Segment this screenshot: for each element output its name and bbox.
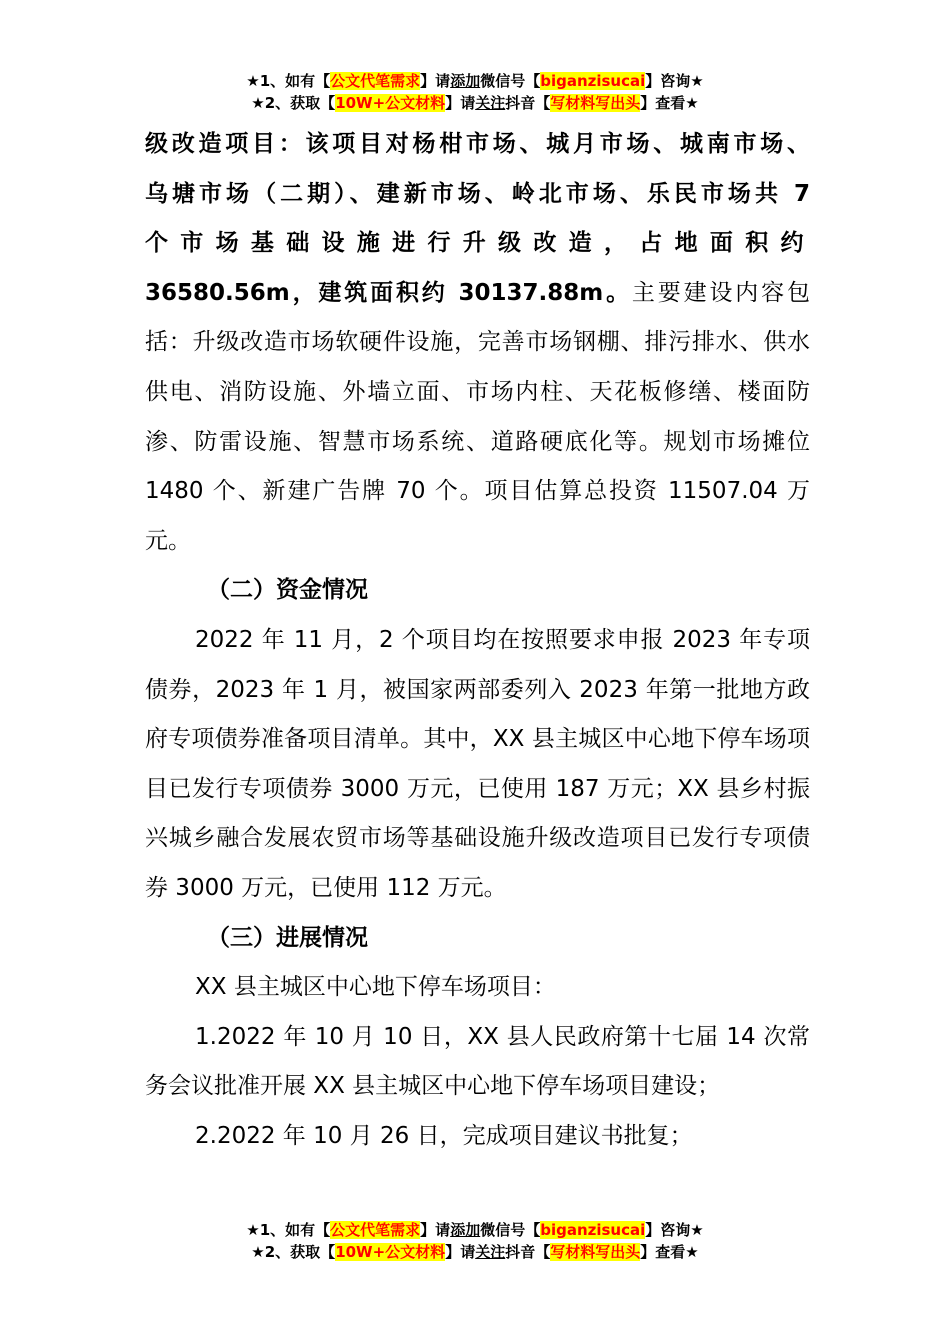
heading-funding: （二）资金情况	[207, 577, 368, 604]
banner-line-1: ★1、如有【公文代笔需求】请添加微信号【biganzisucai】咨询★	[246, 1221, 704, 1239]
highlight-wechat-id: biganzisucai	[540, 72, 646, 90]
paragraph-progress-item-1: 1.2022 年 10 月 10 日，XX 县人民政府第十七届 14 次常务会议批准开展 XX 县主城区中心地下停车场项目建设；	[145, 1023, 810, 1100]
highlight-writing-service: 公文代笔需求	[330, 72, 421, 90]
bottom-banner	[0, 1219, 950, 1263]
highlight-materials: 10W+公文材料	[335, 1243, 446, 1261]
banner-line-2: ★2、获取【10W+公文材料】请关注抖音【写材料写出头】查看★	[251, 1243, 699, 1261]
highlight-writing-service: 公文代笔需求	[330, 1221, 421, 1239]
highlight-douyin-account: 写材料写出头	[550, 1243, 641, 1261]
paragraph-project-summary-bold: 级改造项目：该项目对杨柑市场、城月市场、城南市场、 乌塘市场（二期）、建新市场、岭北市场、乐民市场共 7 个市场基础设施进行升级改造，占地面积约	[145, 131, 810, 257]
highlight-materials: 10W+公文材料	[335, 94, 446, 112]
top-banner	[0, 70, 950, 114]
paragraph-funding: 2022 年 11 月，2 个项目均在按照要求申报 2023 年专项债券，2023 年 1 月，被国家两部委列入 2023 年第一批地方政府专项债券准备项目清单。其中，XX 县主城区中心地下停车场项目已发行专项债券 3000 万元，已使用 187 万元；XX 县乡村振兴城乡融合发展农贸市场等基础设施升级改造项目已发行专项债券 3000 万元，已使用 112 万元。	[145, 626, 810, 901]
paragraph-project-details: 36580.56m，建筑面积约 30137.88m。主要建设内容包括：升级改造市场软硬件设施，完善市场钢棚、排污排水、供水供电、消防设施、外墙立面、市场内柱、天花板修缮、楼面防渗、防雷设施、智慧市场系统、道路硬底化等。规划市场摊位 1480 个、新建广告牌 70 个。项目估算总投资 11507.04 万元。	[145, 279, 810, 554]
banner-line-2: ★2、获取【10W+公文材料】请关注抖音【写材料写出头】查看★	[251, 94, 699, 112]
highlight-wechat-id: biganzisucai	[540, 1221, 646, 1239]
banner-line-1: ★1、如有【公文代笔需求】请添加微信号【biganzisucai】咨询★	[246, 72, 704, 90]
paragraph-parking-project: XX 县主城区中心地下停车场项目：	[195, 974, 556, 1001]
paragraph-progress-item-2: 2.2022 年 10 月 26 日，完成项目建议书批复；	[195, 1122, 693, 1149]
highlight-douyin-account: 写材料写出头	[550, 94, 641, 112]
document-body	[145, 120, 810, 1161]
heading-progress: （三）进展情况	[207, 924, 368, 951]
